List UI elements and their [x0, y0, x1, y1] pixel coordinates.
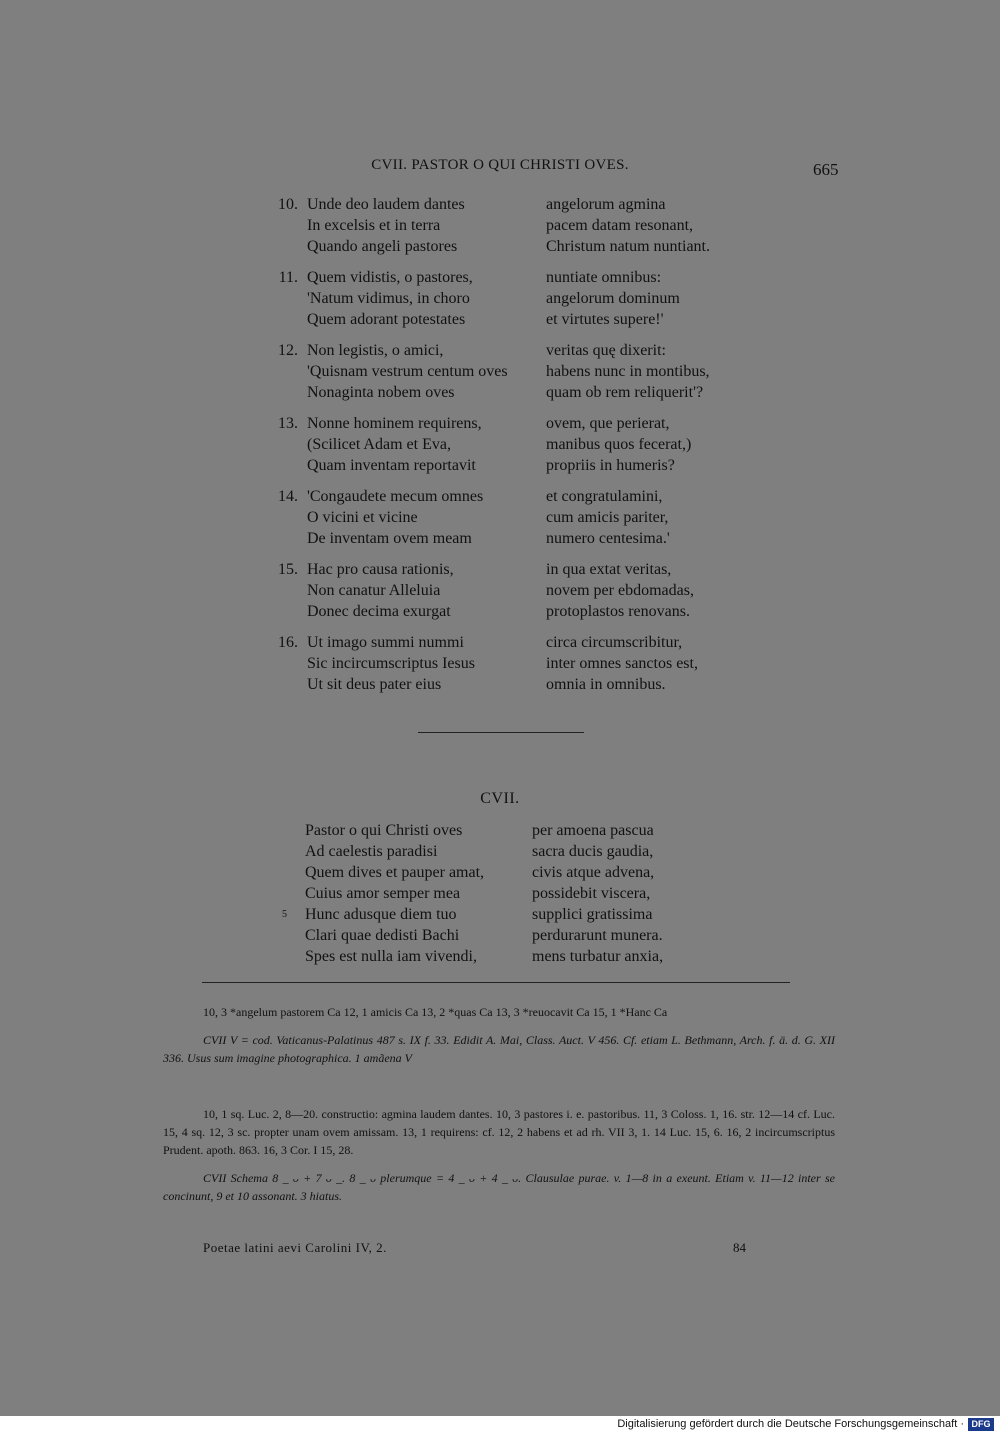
verse-first-half: Non canatur Alleluia — [307, 582, 441, 599]
poem-line — [0, 862, 1000, 883]
series-title: Poetae latini aevi Carolini IV, 2. — [203, 1240, 387, 1255]
verse-first-half: Cuius amor semper mea — [305, 885, 461, 902]
verse-first-half: Non legistis, o amici, — [307, 342, 444, 359]
stanza-number: 12. — [278, 342, 298, 359]
verse-line — [0, 601, 1000, 622]
verse-first-half: Quem adorant potestates — [307, 311, 466, 328]
verse-first-half: Quem dives et pauper amat, — [305, 864, 485, 881]
stanza — [0, 267, 1000, 330]
verse-line — [0, 674, 1000, 695]
verse-line — [0, 288, 1000, 309]
verse-first-half: 'Congaudete mecum omnes — [307, 488, 484, 505]
page-number: 665 — [813, 160, 839, 179]
verse-second-half: ovem, que perierat, — [546, 415, 670, 432]
poem-line — [0, 820, 1000, 841]
verse-line — [0, 580, 1000, 601]
verse-first-half: 'Quisnam vestrum centum oves — [307, 363, 508, 380]
poem-title: CVII. — [480, 790, 520, 807]
stanza — [0, 413, 1000, 476]
verse-first-half: Quem vidistis, o pastores, — [307, 269, 473, 286]
verse-second-half: veritas quę dixerit: — [546, 342, 666, 359]
stanza-number: 11. — [278, 269, 298, 286]
verse-second-half: in qua extat veritas, — [546, 561, 672, 578]
stanza — [0, 632, 1000, 695]
verse-second-half: Christum natum nuntiant. — [546, 238, 710, 255]
verse-second-half: et congratulamini, — [546, 488, 663, 505]
verse-second-half: mens turbatur anxia, — [532, 948, 664, 965]
verse-first-half: Pastor o qui Christi oves — [305, 822, 463, 839]
verse-first-half: Quam inventam reportavit — [307, 457, 476, 474]
stanza-number: 14. — [278, 488, 298, 505]
verse-second-half: habens nunc in montibus, — [546, 363, 710, 380]
source-references: 10, 1 sq. Luc. 2, 8—20. constructio: agmina laudem dantes. 10, 3 pastores i. e. pastoribus. 11, 3 Coloss. 1, 16. str. 12—14 cf. Luc. 15, 4 sq. 12, 3 sc. propter unam ovem amissam. 13, 1 requirens: cf. 12, 2 habens et ad rh. VII 3, 1. 14 Luc. 15, 6. 16, 2 incircumscriptus Prudent. apoth. 863. 16, 3 Cor. I 15, 28. — [163, 1107, 835, 1157]
verse-line — [0, 382, 1000, 403]
verse-first-half: Ut imago summi nummi — [307, 634, 464, 651]
verse-second-half: angelorum agmina — [546, 196, 666, 213]
verse-first-half: Nonne hominem requirens, — [307, 415, 482, 432]
verse-second-half: propriis in humeris? — [546, 457, 675, 474]
verse-line — [0, 653, 1000, 674]
verse-line — [0, 559, 1000, 580]
poem-line — [0, 925, 1000, 946]
running-title: CVII. PASTOR O QUI CHRISTI OVES. — [371, 157, 629, 173]
verse-second-half: perdurarunt munera. — [532, 927, 663, 944]
verse-second-half: protoplastos renovans. — [546, 603, 690, 620]
apparatus-manuscript: CVII V = cod. Vaticanus-Palatinus 487 s. IX f. 33. Edidit A. Mai, Class. Auct. V 456. Cf. etiam L. Bethmann, Arch. f. ä. d. G. XII 336. Usus sum imagine photographica. 1 amãena V — [163, 1033, 835, 1065]
verse-first-half: Donec decima exurgat — [307, 603, 451, 620]
verse-second-half: supplici gratissima — [532, 906, 653, 923]
verse-first-half: Ad caelestis paradisi — [305, 843, 438, 860]
verse-second-half: inter omnes sanctos est, — [546, 655, 698, 672]
verse-second-half: quam ob rem reliquerit'? — [546, 384, 704, 401]
verse-second-half: nuntiate omnibus: — [546, 269, 662, 286]
poem-line — [0, 946, 1000, 967]
verse-line — [0, 413, 1000, 434]
verse-line — [0, 486, 1000, 507]
verse-line — [0, 632, 1000, 653]
verse-first-half: Sic incircumscriptus Iesus — [307, 655, 475, 672]
verse-first-half: Hunc adusque diem tuo — [305, 906, 457, 923]
verse-second-half: angelorum dominum — [546, 290, 680, 307]
verse-first-half: Quando angeli pastores — [307, 238, 458, 255]
line-number: 5 — [282, 909, 287, 920]
verse-second-half: circa circumscribitur, — [546, 634, 683, 651]
verse-second-half: civis atque advena, — [532, 864, 655, 881]
verse-second-half: sacra ducis gaudia, — [532, 843, 654, 860]
critical-apparatus — [163, 1003, 835, 1067]
stanza — [0, 340, 1000, 403]
verse-first-half: In excelsis et in terra — [307, 217, 441, 234]
stanza-number: 16. — [278, 634, 298, 651]
verse-first-half: Spes est nulla iam vivendi, — [305, 948, 477, 965]
verse-line — [0, 434, 1000, 455]
verse-first-half: O vicini et vicine — [307, 509, 418, 526]
section-divider — [418, 732, 584, 733]
apparatus-variants: 10, 3 *angelum pastorem Ca 12, 1 amicis Ca 13, 2 *quas Ca 13, 3 *reuocavit Ca 15, 1 *Hanc Ca — [203, 1005, 668, 1019]
verse-line — [0, 455, 1000, 476]
stanza-number: 10. — [278, 196, 298, 213]
verse-line — [0, 309, 1000, 330]
footnote-divider — [202, 982, 790, 983]
poem-text — [0, 820, 1000, 967]
verse-second-half: omnia in omnibus. — [546, 676, 666, 693]
verse-first-half: Hac pro causa rationis, — [307, 561, 454, 578]
verse-second-half: cum amicis pariter, — [546, 509, 669, 526]
verse-second-half: per amoena pascua — [532, 822, 654, 839]
verse-first-half: (Scilicet Adam et Eva, — [307, 436, 451, 453]
metrical-notes: CVII Schema 8 _ ᴗ + 7 ᴗ _. 8 _ ᴗ plerumque = 4 _ ᴗ + 4 _ ᴗ. Clausulae purae. v. 1—8 in a exeunt. Etiam v. 11—12 inter se concinunt, 9 et 10 assonant. 3 hiatus. — [163, 1171, 835, 1203]
verse-second-half: novem per ebdomadas, — [546, 582, 694, 599]
dfg-logo-icon: DFG — [968, 1418, 994, 1431]
stanza — [0, 559, 1000, 622]
verse-line — [0, 507, 1000, 528]
verse-second-half: pacem datam resonant, — [546, 217, 694, 234]
verse-first-half: Ut sit deus pater eius — [307, 676, 442, 693]
verse-line — [0, 528, 1000, 549]
poem-line — [0, 841, 1000, 862]
verse-line — [0, 361, 1000, 382]
dfg-credit: Digitalisierung gefördert durch die Deutsche Forschungsgemeinschaft · — [617, 1418, 964, 1430]
verse-first-half: Nonaginta nobem oves — [307, 384, 455, 401]
verse-first-half: Unde deo laudem dantes — [307, 196, 465, 213]
stanza-number: 15. — [278, 561, 298, 578]
verse-first-half: De inventam ovem meam — [307, 530, 472, 547]
verse-second-half: et virtutes supere!' — [546, 311, 664, 328]
verse-first-half: 'Natum vidimus, in choro — [307, 290, 470, 307]
stanza — [0, 486, 1000, 549]
source-notes — [163, 1105, 835, 1205]
verse-line — [0, 215, 1000, 236]
verse-second-half: possidebit viscera, — [532, 885, 651, 902]
verse-second-half: manibus quos fecerat,) — [546, 436, 692, 453]
verse-second-half: numero centesima.' — [546, 530, 670, 547]
verse-line — [0, 236, 1000, 257]
verse-line — [0, 267, 1000, 288]
poem-line — [0, 883, 1000, 904]
stanza-number: 13. — [278, 415, 298, 432]
sheet-number: 84 — [733, 1240, 746, 1255]
verse-first-half: Clari quae dedisti Bachi — [305, 927, 460, 944]
dfg-bar — [0, 1416, 1000, 1434]
poem-line — [0, 904, 1000, 925]
stanza — [0, 194, 1000, 257]
verse-line — [0, 194, 1000, 215]
verse-line — [0, 340, 1000, 361]
